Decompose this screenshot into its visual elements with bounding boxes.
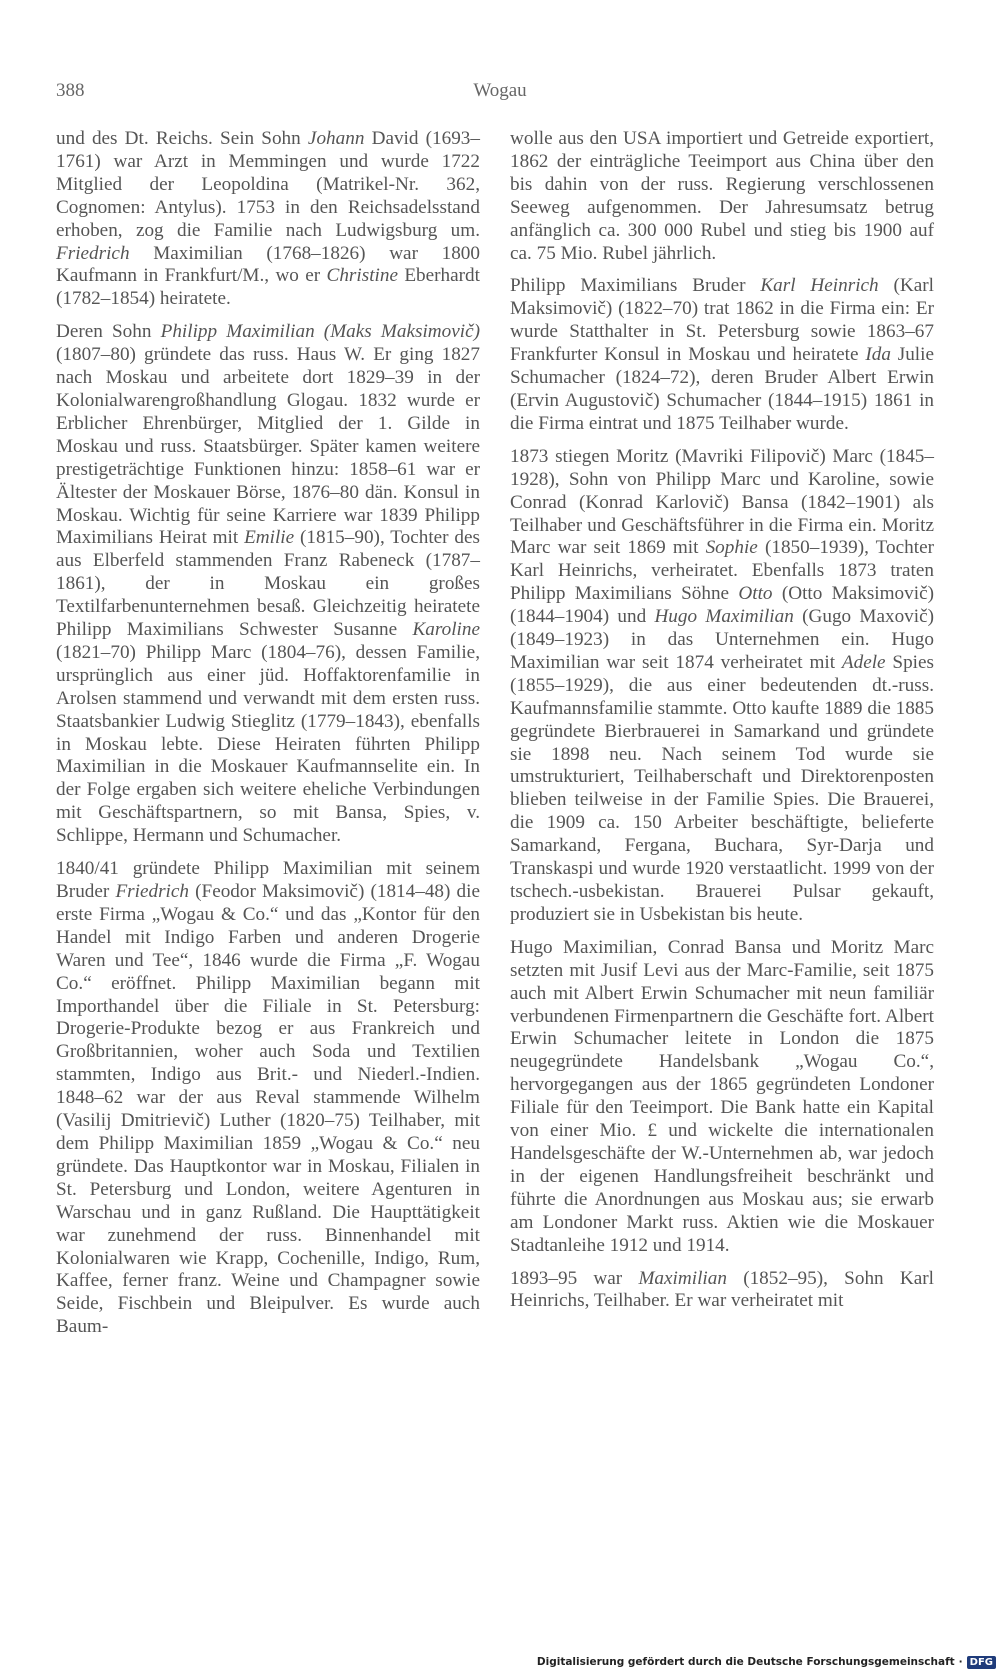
text-run: 1873 stiegen Moritz (Mavriki Filipovič) Marc (1845–1928), Sohn von Philipp Marc und Karoline, sowie Conrad (Konrad Karlovič) Bansa (1842–1901) als Teilhaber und Geschäftsführer in die Firma ein. Moritz Marc war seit 1869 mit — [510, 445, 934, 559]
italic-name: Otto — [738, 583, 773, 605]
text-run: Deren Sohn — [56, 321, 161, 343]
paragraph — [56, 321, 480, 848]
text-run: Eberhardt (1782–1854) heiratete. — [56, 265, 480, 310]
text-run: wolle aus den USA importiert und Getreide exportiert, 1862 der einträgliche Teeimport aus China über den bis dahin von der russ. Regierung verschlossenen Seeweg aufgenommen. Der Jahresumsatz betrug anfänglich ca. 300 000 Rubel und stieg bis 1900 auf ca. 75 Mio. Rubel jährlich. — [510, 128, 934, 264]
right-column — [510, 128, 934, 1323]
paragraph — [510, 446, 934, 927]
italic-name: Maximilian — [638, 1267, 727, 1289]
text-run: 1893–95 war — [510, 1267, 639, 1289]
text-run: (Otto Maksimovič) (1844–1904) und — [510, 583, 934, 628]
text-run: (Karl Maksimovič) (1822–70) trat 1862 in die Firma ein: Er wurde Statthalter in St. Petersburg sowie 1863–67 Frankfurter Konsul in Moskau und heiratete — [510, 275, 934, 366]
text-run: David (1693–1761) war Arzt in Memmingen und wurde 1722 Mitglied der Leopoldina (Matrikel-Nr. 362, Cognomen: Antylus). 1753 in den Reichsadelsstand erhoben, zog die Familie nach Ludwigsburg um. — [56, 128, 480, 241]
text-run: (1807–80) gründete das russ. Haus W. Er ging 1827 nach Moskau und arbeitete dort 1829–39 in der Kolonialwarengroßhandlung Glogau. 1832 wurde er Erblicher Ehrenbürger, Mitglied der 1. Gilde in Moskau und russ. Staatsbürger. Später kamen weitere prestigeträchtige Funktionen hinzu: 1858–61 war er Ältester der Moskauer Börse, 1876–80 dän. Konsul in Moskau. Wichtig für seine Karriere war 1839 Philipp Maximilians Heirat mit — [56, 344, 480, 549]
text-run: Spies (1855–1929), die aus einer bedeutenden dt.-russ. Kaufmannsfamilie stammte. Otto kaufte 1889 die 1885 gegründete Bierbrauerei in Samarkand und gründete sie 1898 neu. Nach seinem Tod wurde sie umstrukturiert, Teilhaberschaft und Direktorenposten blieben teilweise in der Familie Spies. Die Brauerei, die 1909 ca. 150 Arbeiter beschäftigte, belieferte Samarkand, Fergana, Buchara, Syr-Darja und Transkaspi und wurde 1920 verstaatlicht. 1999 von der tschech.-usbekistan. Brauerei Pulsar gekauft, produziert sie in Usbekistan bis heute. — [510, 651, 934, 925]
paragraph — [510, 128, 934, 265]
italic-name: Ida — [865, 344, 891, 366]
text-run: (Gugo Maxovič) (1849–1923) in das Unternehmen ein. Hugo Maximilian war seit 1874 verheiratet mit — [510, 606, 934, 673]
paragraph — [510, 937, 934, 1258]
text-run: (1852–95), Sohn Karl Heinrichs, Teilhaber. Er war verheiratet mit — [510, 1267, 934, 1312]
text-run: Hugo Maximilian, Conrad Bansa und Moritz Marc setzten mit Jusif Levi aus der Marc-Familie, seit 1875 auch mit Albert Erwin Schumacher mit neun familiär verbundenen Firmenpartnern die Geschäfte fort. Albert Erwin Schumacher leitete in London die 1875 neugegründete Handelsbank „Wogau Co.“, hervorgegangen aus der 1865 gegründeten Londoner Filiale für den Teeimport. Die Bank hatte ein Kapital von einer Mio. £ und wickelte die internationalen Handelsgeschäfte der W.-Unternehmen ab, war jedoch in der eigenen Handlungsfreiheit beschränkt und führte die Anordnungen aus Moskau aus; sie erwarb am Londoner Markt russ. Aktien wie die Moskauer Stadtanleihe 1912 und 1914. — [510, 936, 934, 1256]
italic-name: Karoline — [412, 619, 480, 641]
italic-name: Karl Heinrich — [760, 275, 879, 297]
footer-credit: Digitalisierung gefördert durch die Deutsche Forschungsgemeinschaft — [536, 1656, 955, 1668]
left-column — [56, 128, 480, 1349]
italic-name: Hugo Maximilian — [654, 606, 794, 628]
paragraph — [56, 858, 480, 1339]
italic-name: Friedrich — [56, 242, 130, 264]
text-run: Maximilian (1768–1826) war 1800 Kaufmann in Frankfurt/M., wo er — [56, 242, 480, 287]
text-run: 1840/41 gründete Philipp Maximilian mit seinem Bruder — [56, 858, 480, 902]
italic-name: Christine — [326, 265, 398, 287]
text-run: Julie Schumacher (1824–72), deren Bruder Albert Erwin (Ervin Augustovič) Schumacher (1844–1915) 1861 in die Firma eintrat und 1875 Teilhaber wurde. — [510, 344, 934, 434]
paragraph — [56, 128, 480, 311]
text-run: (1815–90), Tochter des aus Elberfeld stammenden Franz Rabeneck (1787–1861), der in Moskau ein großes Textilfarbenunternehmen besaß. Gleichzeitig heiratete Philipp Maximilians Schwester Susanne — [56, 527, 480, 641]
italic-name: Sophie — [705, 537, 758, 559]
text-run: und des Dt. Reichs. Sein Sohn — [56, 128, 308, 149]
italic-name: Friedrich — [115, 881, 189, 902]
text-run: Philipp Maximilians Bruder — [510, 275, 761, 297]
running-title: Wogau — [473, 80, 527, 101]
paragraph — [510, 275, 934, 435]
page-number: 388 — [56, 80, 85, 101]
footer: Digitalisierung gefördert durch die Deutsche Forschungsgemeinschaft · DFG — [537, 1653, 996, 1671]
paragraph — [510, 1268, 934, 1314]
text-run: (Feodor Maksimovič) (1814–48) die erste Firma „Wogau & Co.“ und das „Kontor für den Handel mit Indigo Farben und anderen Drogerie Waren und Tee“, 1846 wurde die Firma „F. Wogau Co.“ eröffnet. Philipp Maximilian begann mit Importhandel über die Filiale in St. Petersburg: Drogerie-Produkte bezog er aus Frankreich und Großbritannien, woher auch Soda und Textilien stammten, Indigo aus Brit.- und Niederl.-Indien. 1848–62 war der aus Reval stammende Wilhelm (Vasilij Dmitrievič) Luther (1820–75) Teilhaber, mit dem Philipp Maximilian 1859 „Wogau & Co.“ neu gründete. Das Hauptkontor war in Moskau, Filialen in St. Petersburg und London, weitere Agenturen in Warschau und in ganz Rußland. Die Haupttätigkeit war zunehmend der russ. Binnenhandel mit Kolonialwaren wie Krapp, Cochenille, Indigo, Rum, Kaffee, ferner franz. Weine und Champagner sowie Seide, Fischbein und Bleipulver. Es wurde auch Baum- — [56, 881, 481, 1338]
italic-name: Emilie — [244, 527, 295, 549]
dfg-logo: DFG — [967, 1656, 996, 1669]
text-run: (1821–70) Philipp Marc (1804–76), dessen Familie, ursprünglich aus einer jüd. Hoffaktorenfamilie in Arolsen stammend und verwandt mit dem ersten russ. Staatsbankier Ludwig Stieglitz (1779–1843), ebenfalls in Moskau lebte. Diese Heiraten führten Philipp Maximilian in die Moskauer Kaufmannselite ein. In der Folge ergaben sich weitere eheliche Verbindungen mit Geschäftspartnern, so mit Bansa, Spies, v. Schlippe, Hermann und Schumacher. — [56, 641, 480, 847]
text-run: (1850–1939), Tochter Karl Heinrichs, verheiratet. Ebenfalls 1873 traten Philipp Maximilians Söhne — [510, 537, 934, 605]
italic-name: Johann — [307, 128, 365, 149]
italic-name: Philipp Maximilian (Maks Maksimovič) — [160, 321, 480, 343]
italic-name: Adele — [841, 651, 886, 673]
